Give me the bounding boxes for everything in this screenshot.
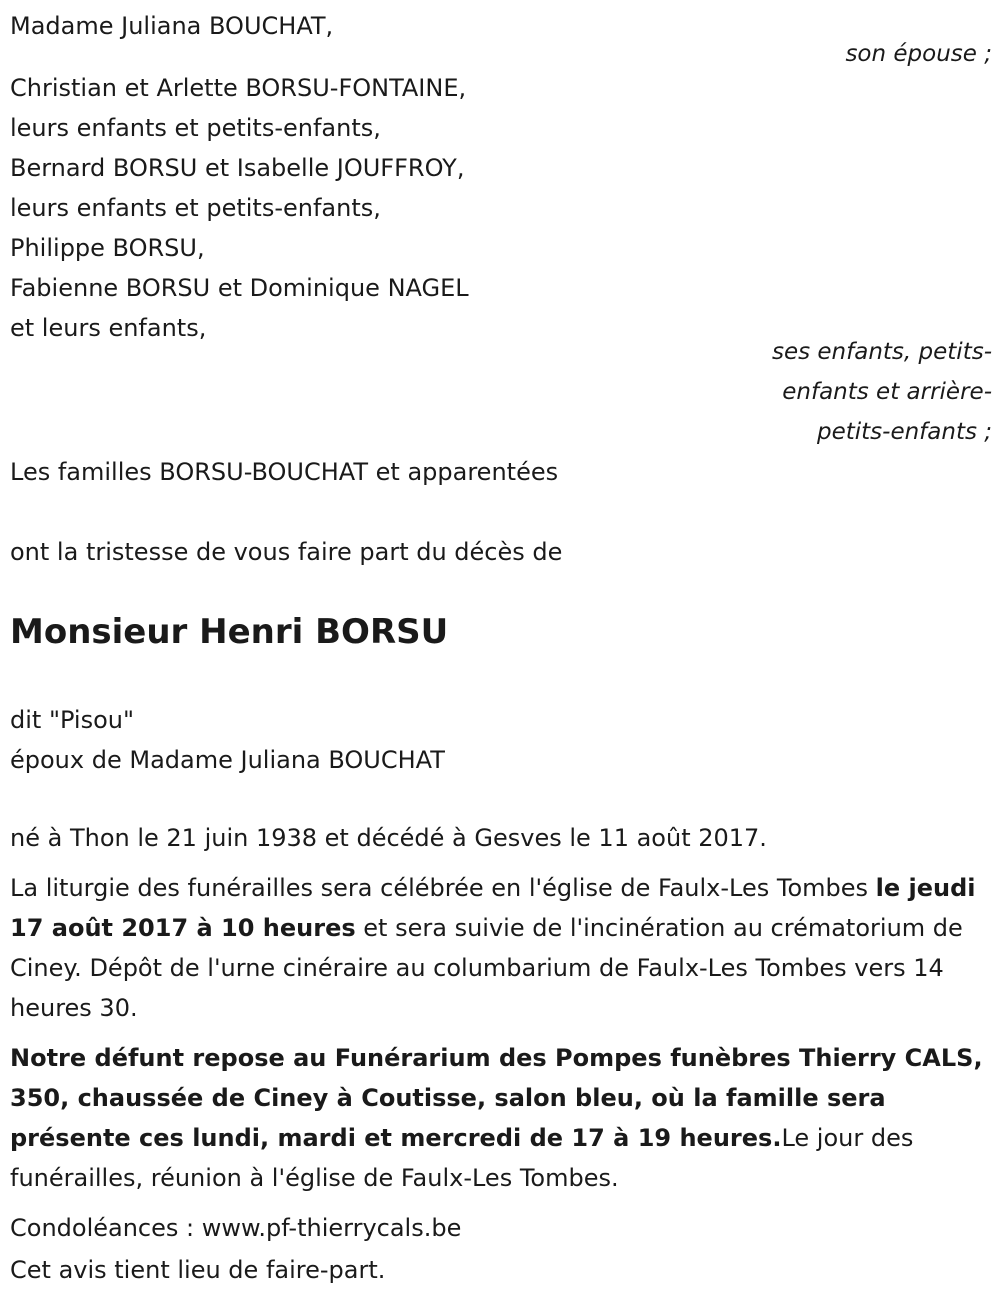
spouse-name: Madame Juliana BOUCHAT, (10, 12, 334, 40)
children-line: Bernard BORSU et Isabelle JOUFFROY, (10, 154, 465, 182)
children-role-line: enfants et arrière- (782, 379, 992, 405)
deceased-details (10, 700, 992, 780)
repose-normal-text: Le jour des funérailles, réunion à l'église de Faulx-Les Tombes. (10, 1124, 914, 1192)
repose-bold-text: Notre défunt repose au Funérarium des Pompes funèbres Thierry CALS, 350, chaussée de Ciney à Coutisse, salon bleu, où la famille sera présente ces lundi, mardi et mercredi de 17 à 19 heures. (10, 1044, 983, 1152)
children-line: Philippe BORSU, (10, 234, 205, 262)
liturgy-paragraph (10, 868, 992, 1028)
repose-paragraph (10, 1038, 992, 1198)
liturgy-text-2: et sera suivie de l'incinération au crématorium de Ciney. Dépôt de l'urne cinéraire au columbarium de Faulx-Les Tombes vers 14 heures 30. (10, 914, 963, 1022)
deceased-name: Monsieur Henri BORSU (10, 612, 449, 652)
birth-death-line: né à Thon le 21 juin 1938 et décédé à Gesves le 11 août 2017. (10, 824, 767, 852)
children-line: et leurs enfants, (10, 314, 207, 342)
closing-line: Cet avis tient lieu de faire-part. (10, 1256, 386, 1284)
children-line: leurs enfants et petits-enfants, (10, 114, 381, 142)
spouse-role: son épouse ; (845, 41, 992, 67)
children-line: Fabienne BORSU et Dominique NAGEL (10, 274, 469, 302)
condolences-label: Condoléances : (10, 1214, 202, 1242)
children-role-block (592, 332, 992, 452)
children-line: Christian et Arlette BORSU-FONTAINE, (10, 74, 467, 102)
condolences-line (10, 1208, 461, 1248)
condolences-link[interactable]: www.pf-thierrycals.be (201, 1214, 462, 1242)
families-line: Les familles BORSU-BOUCHAT et apparentées (10, 458, 559, 486)
announcement-line: ont la tristesse de vous faire part du décès de (10, 538, 563, 566)
children-line: leurs enfants et petits-enfants, (10, 194, 381, 222)
deceased-nickname: dit "Pisou" (10, 706, 135, 734)
spouse-block (10, 6, 992, 74)
liturgy-date: le jeudi 17 août 2017 à 10 heures (10, 874, 976, 942)
liturgy-text-1: La liturgie des funérailles sera célébrée en l'église de Faulx-Les Tombes (10, 874, 876, 902)
children-block (10, 68, 992, 348)
deceased-spouse: époux de Madame Juliana BOUCHAT (10, 746, 445, 774)
children-role-line: ses enfants, petits- (771, 339, 992, 365)
children-role-line: petits-enfants ; (816, 419, 992, 445)
